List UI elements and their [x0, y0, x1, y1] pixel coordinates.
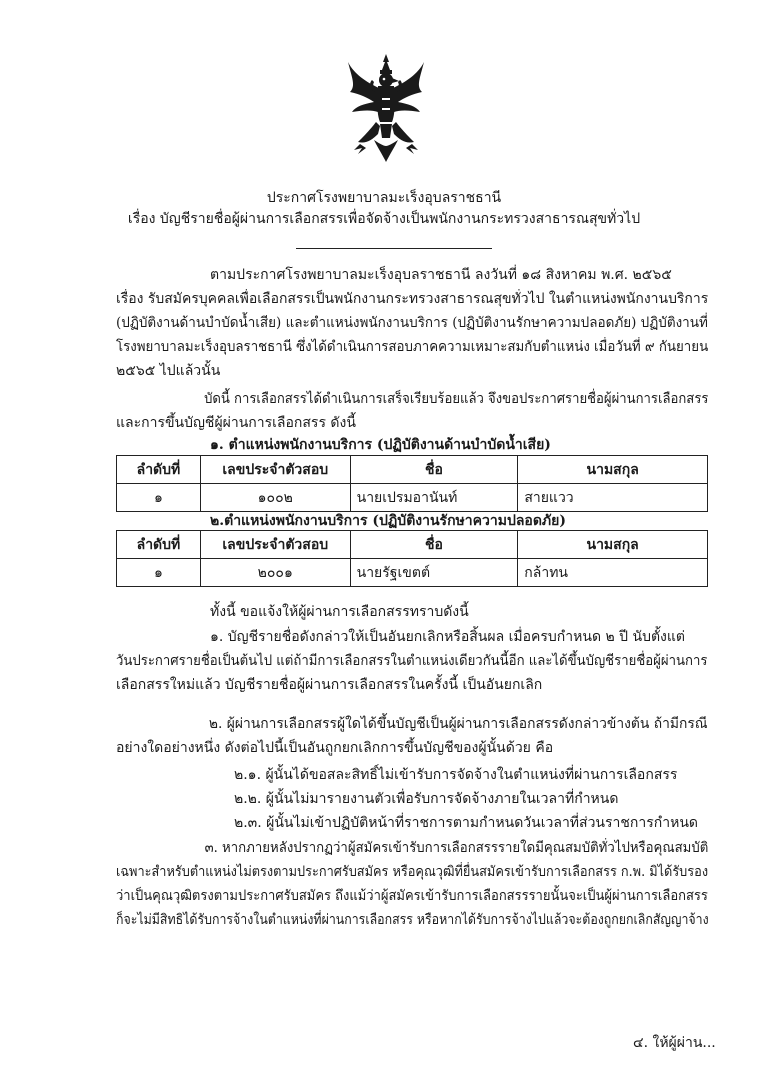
sub-item-2-1: ๒.๑. ผู้นั้นได้ขอสละสิทธิ์ไม่เข้ารับการจัดจ้างในตำแหน่งที่ผ่านการเลือกสรร	[234, 767, 678, 783]
notice-line: ก็จะไม่มีสิทธิได้รับการจ้างในตำแหน่งที่ผ่านการเลือกสรร หรือหากได้รับการจ้างไปแล้วจะต้องถูกยกเลิกสัญญาจ้าง	[116, 912, 709, 928]
sub-item-2-2: ๒.๒. ผู้นั้นไม่มารายงานตัวเพื่อรับการจัดจ้างภายในเวลาที่กำหนด	[234, 791, 619, 807]
col-exam-id: เลขประจำตัวสอบ	[200, 456, 350, 484]
notice-line: วันประกาศรายชื่อเป็นต้นไป แต่ถ้ามีการเลือกสรรในตำแหน่งเดียวกันนี้อีก และได้ขึ้นบัญชีรายชื่อผู้ผ่านการ	[116, 653, 708, 669]
announce-line: และการขึ้นบัญชีผู้ผ่านการเลือกสรร ดังนี้	[116, 415, 356, 431]
notice-item-2	[116, 712, 708, 760]
announce-line: บัดนี้ การเลือกสรรได้ดำเนินการเสร็จเรียบร้อยแล้ว จึงขอประกาศรายชื่อผู้ผ่านการเลือกสรร	[204, 391, 709, 407]
cell-order: ๑	[117, 484, 201, 512]
sub-item-2-3: ๒.๓. ผู้นั้นไม่เข้าปฏิบัติหน้าที่ราชการตามกำหนดวันเวลาที่ส่วนราชการกำหนด	[234, 815, 698, 831]
col-first-name: ชื่อ	[350, 531, 518, 559]
notice-lead: ทั้งนี้ ขอแจ้งให้ผู้ผ่านการเลือกสรรทราบดังนี้	[210, 604, 469, 620]
col-exam-id: เลขประจำตัวสอบ	[200, 531, 350, 559]
col-last-name: นามสกุล	[518, 531, 708, 559]
table-header-row	[117, 531, 708, 559]
page-continuation: ๔. ให้ผู้ผ่าน...	[633, 1035, 716, 1051]
intro-line: ตามประกาศโรงพยาบาลมะเร็งอุบลราชธานี ลงวันที่ ๑๘ สิงหาคม พ.ศ. ๒๕๖๕	[210, 267, 672, 283]
position-1-table	[116, 455, 708, 512]
col-last-name: นามสกุล	[518, 456, 708, 484]
announcement-subject: เรื่อง บัญชีรายชื่อผู้ผ่านการเลือกสรรเพื่อจัดจ้างเป็นพนักงานกระทรวงสาธารณสุขทั่วไป	[127, 211, 641, 227]
cell-exam-id: ๒๐๐๑	[200, 559, 350, 587]
cell-last-name: สายแวว	[518, 484, 708, 512]
col-order: ลำดับที่	[117, 531, 201, 559]
intro-line: เรื่อง รับสมัครบุคคลเพื่อเลือกสรรเป็นพนักงานกระทรวงสาธารณสุขทั่วไป ในตำแหน่งพนักงานบริการ	[116, 291, 709, 307]
notice-line: เฉพาะสำหรับตำแหน่งไม่ตรงตามประกาศรับสมัคร หรือคุณวุฒิที่ยื่นสมัครเข้ารับการเลือกสรร ก.พ. มิได้รับรอง	[116, 864, 709, 880]
intro-line: ๒๕๖๕ ไปแล้วนั้น	[116, 363, 221, 379]
announce-paragraph	[116, 387, 708, 435]
notice-line: ๓. หากภายหลังปรากฏว่าผู้สมัครเข้ารับการเลือกสรรรายใดมีคุณสมบัติทั่วไปหรือคุณสมบัติ	[204, 840, 709, 856]
table-row	[117, 559, 708, 587]
intro-line: โรงพยาบาลมะเร็งอุบลราชธานี ซึ่งได้ดำเนินการสอบภาคความเหมาะสมกับตำแหน่ง เมื่อวันที่ ๙ กันยายน	[116, 339, 709, 355]
intro-paragraph	[116, 263, 708, 383]
notice-line: ๑. บัญชีรายชื่อดังกล่าวให้เป็นอันยกเลิกหรือสิ้นผล เมื่อครบกำหนด ๒ ปี นับตั้งแต่	[210, 629, 686, 645]
cell-exam-id: ๑๐๐๒	[200, 484, 350, 512]
col-first-name: ชื่อ	[350, 456, 518, 484]
garuda-emblem-icon	[346, 52, 426, 164]
col-order: ลำดับที่	[117, 456, 201, 484]
position-2-heading: ๒.ตำแหน่งพนักงานบริการ (ปฏิบัติงานรักษาความปลอดภัย)	[210, 513, 566, 529]
announcement-title: ประกาศโรงพยาบาลมะเร็งอุบลราชธานี	[266, 190, 502, 206]
cell-first-name: นายรัฐเขตต์	[350, 559, 518, 587]
notice-item-3	[116, 836, 708, 932]
notice-line: ว่าเป็นคุณวุฒิตรงตามประกาศรับสมัคร ถึงแม้ว่าผู้สมัครเข้ารับการเลือกสรรรายนั้นจะเป็นผู้ผ่านการเลือกสรร	[116, 888, 708, 904]
cell-last-name: กล้าทน	[518, 559, 708, 587]
intro-line: (ปฏิบัติงานด้านบำบัดน้ำเสีย) และตำแหน่งพนักงานบริการ (ปฏิบัติงานรักษาความปลอดภัย) ปฏิบัติงานที่	[116, 315, 708, 331]
cell-first-name: นายเปรมอานันท์	[350, 484, 518, 512]
table-row	[117, 484, 708, 512]
position-1-heading: ๑. ตำแหน่งพนักงานบริการ (ปฏิบัติงานด้านบำบัดน้ำเสีย)	[210, 437, 551, 453]
notice-item-1	[116, 625, 708, 697]
notice-line: อย่างใดอย่างหนึ่ง ดังต่อไปนี้เป็นอันถูกยกเลิกการขึ้นบัญชีของผู้นั้นด้วย คือ	[116, 740, 554, 756]
cell-order: ๑	[117, 559, 201, 587]
table-header-row	[117, 456, 708, 484]
position-2-table	[116, 530, 708, 587]
notice-line: ๒. ผู้ผ่านการเลือกสรรผู้ใดได้ขึ้นบัญชีเป็นผู้ผ่านการเลือกสรรดังกล่าวข้างต้น ถ้ามีกรณี	[208, 716, 708, 732]
title-divider	[296, 248, 492, 249]
notice-line: เลือกสรรใหม่แล้ว บัญชีรายชื่อผู้ผ่านการเลือกสรรในครั้งนี้ เป็นอันยกเลิก	[116, 677, 543, 693]
